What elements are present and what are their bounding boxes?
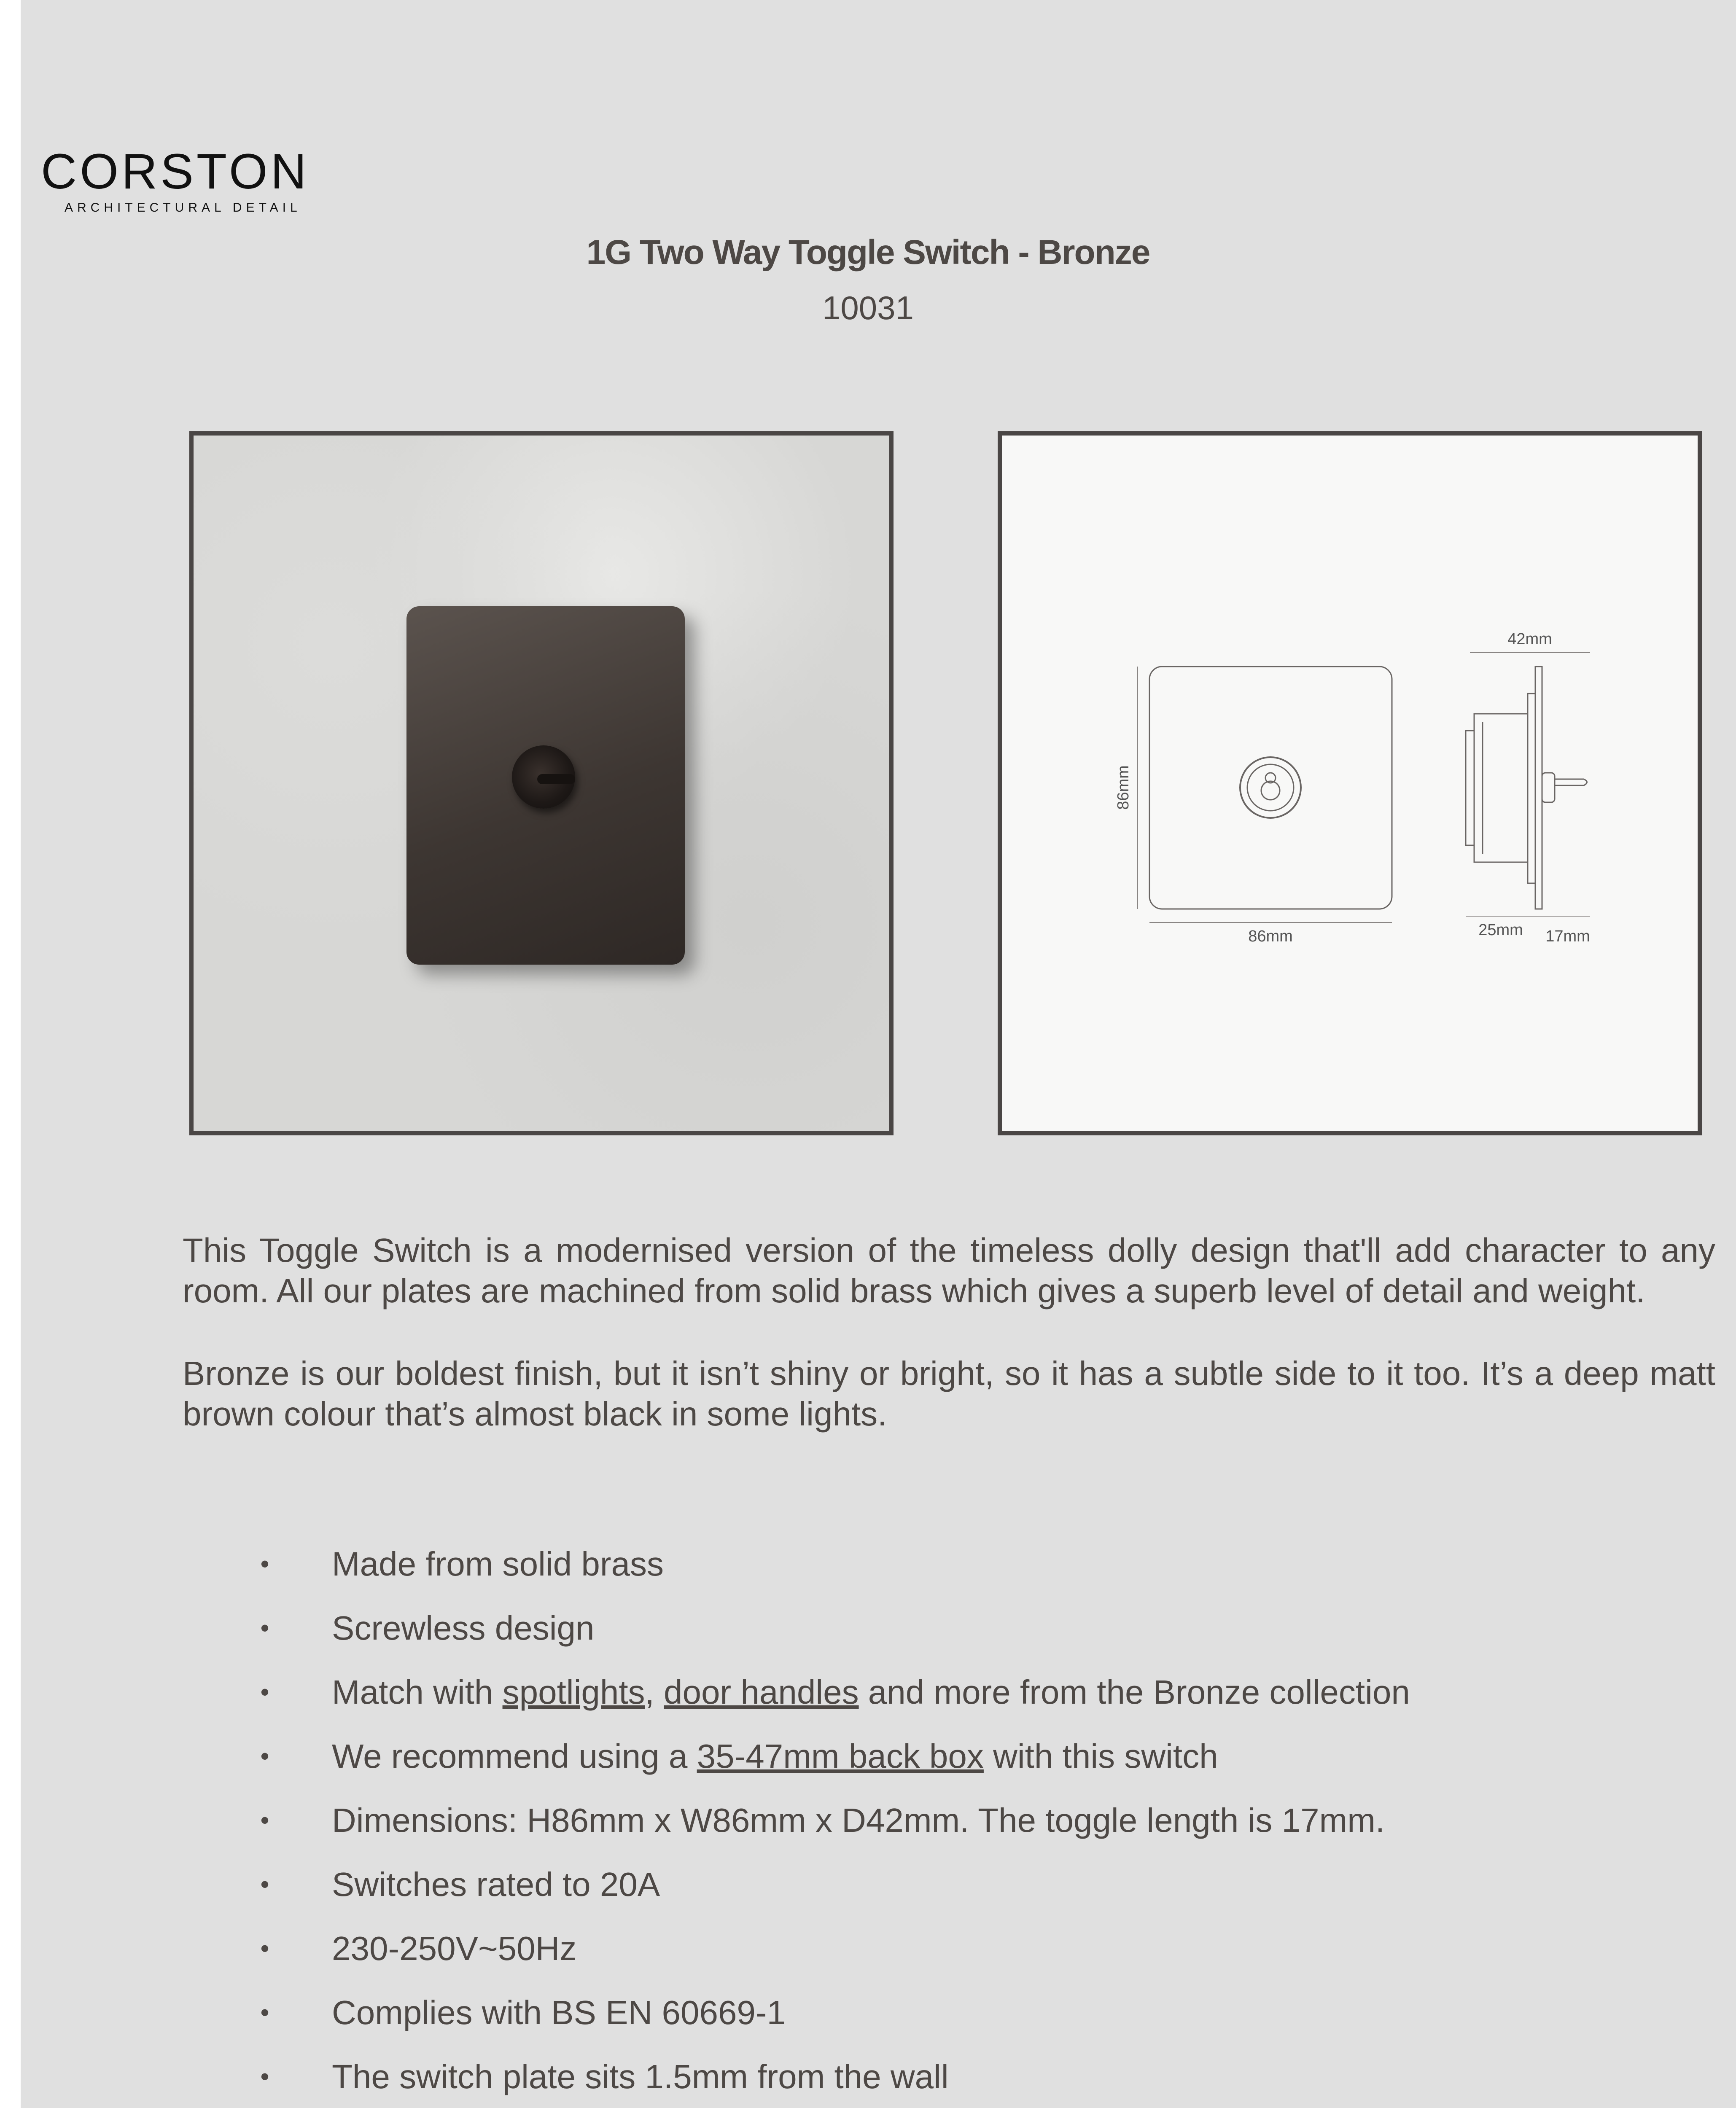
logo-wordmark: CORSTON	[41, 144, 310, 199]
description-paragraph-2: Bronze is our boldest finish, but it isn’t shiny or bright, so it has a subtle side to it too. It’s a deep matt brown colour that’s almost black in some lights.	[183, 1355, 1715, 1433]
feature-text: Switches rated to 20A	[332, 1866, 660, 1903]
door-handles-link[interactable]: door handles	[664, 1673, 859, 1711]
front-plate-outline	[1149, 667, 1392, 909]
toggle-dimension-label: 17mm	[1545, 928, 1590, 945]
bullet-icon: •	[260, 1998, 269, 2027]
technical-drawing	[998, 431, 1702, 1135]
feature-text-part: Match with	[332, 1673, 503, 1711]
brand-logo[interactable]	[41, 144, 310, 215]
depth-dimension-label: 42mm	[1507, 630, 1552, 648]
back-box-link[interactable]: 35-47mm back box	[697, 1737, 984, 1775]
bullet-icon: •	[260, 1742, 269, 1770]
box-dimension-label: 25mm	[1478, 921, 1523, 939]
dimension-drawing	[1002, 436, 1698, 1131]
feature-text: Complies with BS EN 60669-1	[332, 1994, 786, 2031]
feature-text-separator: ,	[645, 1673, 664, 1711]
feature-text: The switch plate sits 1.5mm from the wall	[332, 2058, 949, 2095]
product-code: 10031	[822, 289, 914, 326]
toggle-lever	[537, 774, 575, 784]
width-dimension-label: 86mm	[1248, 928, 1293, 945]
feature-text-part: with this switch	[983, 1737, 1218, 1775]
feature-text: Made from solid brass	[332, 1545, 664, 1583]
description-paragraph-1: This Toggle Switch is a modernised version of the timeless dolly design that'll add character to any room. All our plates are machined from solid brass which gives a superb level of detail and weight.	[183, 1231, 1715, 1309]
product-title: 1G Two Way Toggle Switch - Bronze	[586, 233, 1150, 272]
front-toggle-ring	[1240, 757, 1301, 818]
bullet-icon: •	[260, 1678, 269, 1706]
bullet-icon: •	[260, 1614, 269, 1642]
bullet-icon: •	[260, 1934, 269, 1963]
feature-text-part: and more from the Bronze collection	[859, 1673, 1410, 1711]
feature-text-part: We recommend using a	[332, 1737, 697, 1775]
logo-tagline: ARCHITECTURAL DETAIL	[65, 201, 301, 215]
feature-text: Dimensions: H86mm x W86mm x D42mm. The toggle length is 17mm.	[332, 1801, 1385, 1839]
bullet-icon: •	[260, 1870, 269, 1898]
spotlights-link[interactable]: spotlights	[502, 1673, 645, 1711]
toggle-icon	[512, 745, 575, 809]
switch-plate-image	[406, 606, 685, 965]
feature-text: Screwless design	[332, 1609, 595, 1647]
bullet-icon: •	[260, 2062, 269, 2091]
bullet-icon: •	[260, 1550, 269, 1578]
feature-text	[332, 1671, 1410, 1713]
feature-text	[332, 1735, 1218, 1777]
product-photo	[189, 431, 894, 1135]
height-dimension-label: 86mm	[1114, 765, 1132, 810]
side-view-outline	[1466, 667, 1587, 909]
bullet-icon: •	[260, 1806, 269, 1834]
feature-text: 230-250V~50Hz	[332, 1930, 577, 1967]
